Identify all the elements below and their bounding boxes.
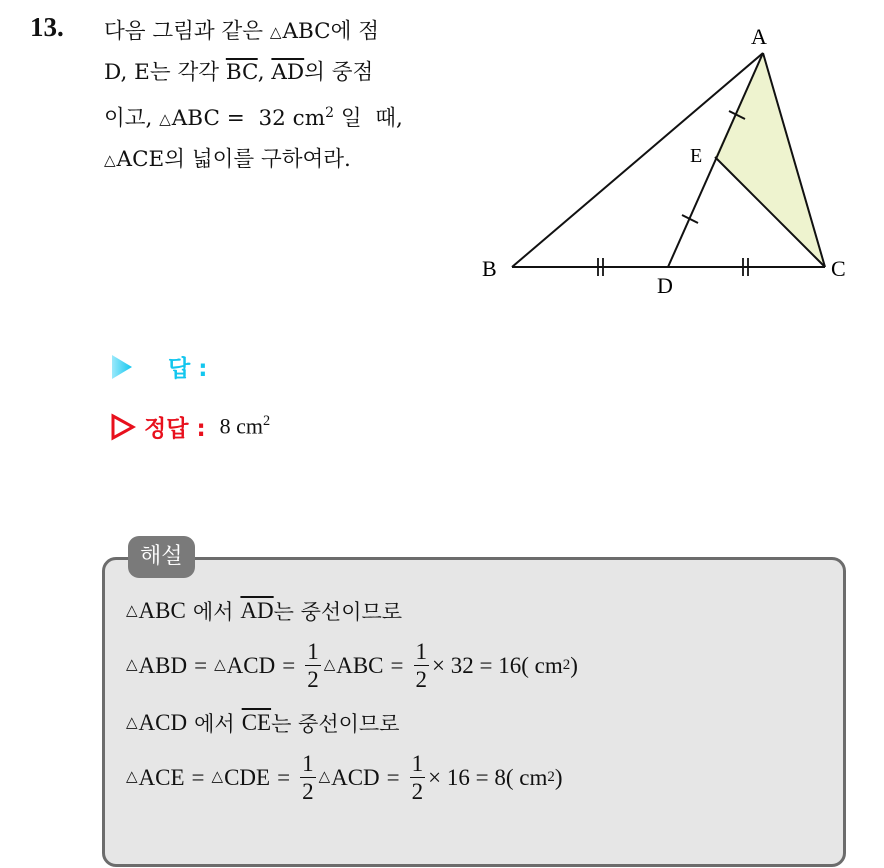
q-line2-a: D, E는 각각 [104, 60, 219, 85]
q-line3-sup: 2 [325, 105, 334, 121]
q-line2-comma: , [257, 60, 265, 85]
fraction-half: $\frac{1}{2}$ [307, 639, 319, 692]
fraction-half: $\frac{1}{2}$ [415, 639, 428, 692]
triangle-symbol: △ [269, 23, 282, 41]
solution-line-1: △ ABC 에서 $\overline{AD}$ 는 중선이므로 [126, 598, 403, 624]
solution-tag: 해설 [128, 536, 195, 578]
question-text [104, 12, 454, 181]
q-line3-tri: ABC [171, 106, 220, 132]
outline-arrow-icon [110, 413, 136, 441]
question-number: 13. [30, 12, 64, 42]
segment-bc: $\overline{BC}$ [225, 60, 258, 85]
q-line2-b: 의 중점 [304, 60, 374, 85]
fraction-half: $\frac{1}{2}$ [302, 751, 314, 804]
vertex-label-a: A [751, 24, 767, 49]
vertex-label-e: E [690, 145, 703, 167]
answer-label: 답 : [168, 356, 208, 382]
play-arrow-icon [110, 353, 134, 381]
correct-answer-row [110, 410, 270, 443]
triangle-figure [470, 10, 870, 310]
q-line1-a: 다음 그림과 같은 [104, 19, 264, 44]
q-line4-tri: ACE [116, 147, 165, 173]
q-line3-b: 일 때, [340, 106, 403, 132]
q-line1-tri: ABC [282, 19, 331, 44]
vertex-label-d: D [657, 273, 673, 298]
solution-line-3: △ ACD 에서 $\overline{CE}$ 는 중선이므로 [126, 710, 400, 736]
q-line1-b: 에 점 [330, 19, 380, 44]
q-line3-a: 이고, [104, 106, 153, 132]
segment-ad: $\overline{AD}$ [271, 60, 305, 85]
shaded-triangle-ace [715, 53, 825, 267]
answer-row [110, 350, 207, 383]
correct-answer-value: 8 $cm^2$ [219, 413, 271, 439]
vertex-label-b: B [482, 256, 497, 281]
triangle-symbol: △ [104, 151, 116, 170]
vertex-label-c: C [831, 256, 846, 281]
solution-line-2: △ ABD = △ ACD = $\frac{1}{2}$ △ ABC = $\frac{1}{2}$ × 32 = 16( cm 2 ) [126, 639, 578, 692]
fraction-half: $\frac{1}{2}$ [411, 751, 424, 804]
q-line4-b: 의 넓이를 구하여라. [164, 147, 351, 173]
correct-answer-label: 정답 : [144, 416, 206, 442]
q-line3-eq: = 32 cm [226, 106, 326, 132]
triangle-symbol: △ [159, 110, 171, 129]
solution-line-4: △ ACE = △ CDE = $\frac{1}{2}$ △ ACD = $\frac{1}{2}$ × 16 = 8( cm 2 ) [126, 751, 563, 804]
